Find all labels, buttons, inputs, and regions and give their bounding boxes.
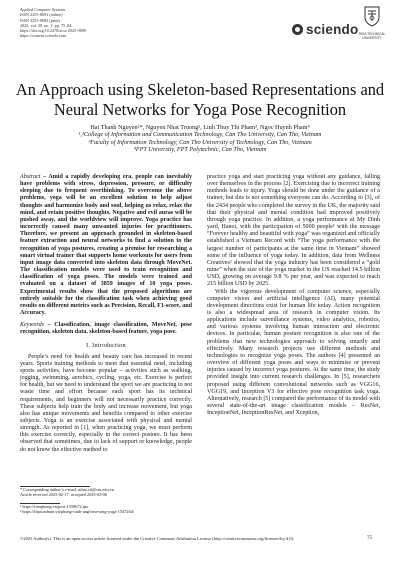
abstract-label: Abstract (20, 174, 41, 180)
keywords-label: Keywords (20, 322, 44, 329)
intro-paragraph: People’s need for health and beauty care has increased in recent years. Sports training methods to meet that essential need, including sports activities, have become popular – activities such as walking, jogging, swimming, aerobics, cycling, yoga, etc. Exercise is perfect for health, but we need to understand the sport we are practicing to not waste time and effort because each sport has its technical requirements, and beginners will not necessarily practice correctly. These subjects help train the body and increase movement, but yoga also has unique movements and benefits compared to other exercise subjects. Yoga is an exercise associated with physical and mental strength. As reported in [1], when practicing yoga, we must perform this exercise correctly, especially in the correct posture. It has been observed that sometimes, due to lack of support or knowledge, people do not know the effective method to (20, 353, 192, 453)
right-column (207, 174, 380, 417)
keywords (20, 322, 192, 336)
journal-url[interactable]: https://content.sciendo.com (20, 33, 67, 39)
paper-title: An Approach using Skeleton-based Representations and Neural Networks for Yoga Pose Recognition (15, 80, 385, 119)
affiliation-1: ¹,²College of Information and Communication Technology, Can Tho University, Can Tho, Vietnam (78, 131, 322, 139)
university-name: RIGA TECHNICAL UNIVERSITY (358, 32, 386, 40)
sciendo-logo (292, 22, 358, 37)
corresponding-author: * Corresponding author’s e-mail: nthai.cit@ctu.edu.vn (20, 487, 114, 492)
university-logo (357, 5, 387, 41)
issn-online: ISSN 2255-8691 (online) (20, 12, 63, 18)
page-number: 75 (367, 536, 372, 541)
volume-info: 2025, vol. 30, no. 1, pp. 75–84 (20, 22, 72, 28)
body-paragraph-2: With the vigorous development of computer science, especially computer vision and artificial intelligence (AI), many potential development directions exist for human life today. Action recognition is also a widespread area of research in computer vision. Its applications include surveillance systems, video analytics, robotics, and various systems involving human interaction and electronic devices. In particular, human posture recognition is also one of the problems that new technologies approach to solving smartly and effectively. Many research projects use different methods and technologies to recognize yoga poses. The authors [4] presented an overview of different yoga poses and ways to minimise or prevent injuries caused by incorrect yoga postures. At the same time, the study provided insight into current research challenges. In [5], researchers proposed using different convolutional networks such as VGG16, VGG19, and Inception V3 for effective pose recognition task yoga. Alternatively, research [5] compared the performance of its model with several state-of-the-art image classification models – ResNet, InceptionNet, InceptionResNet, and Xception, (207, 288, 380, 417)
abstract-text: – Amid a rapidly developing era, people can inevitably have problems with stress, depression, pressure, or difficulty sleeping due to frequent overthinking. To overcome the above problems, yoga will be an excellent solution to help adjust thoughts and harmonize body and soul, helping us relax, relax the mind, and retain positive thoughts. Negative and evil auras will be pushed away, and the worldview will improve. Yoga practice has incorrectly caused many unwanted injuries for practitioners. Therefore, we present an approach grounded in skeleton-based feature extraction and neural networks to find a solution to the recognition of yoga postures, creating a premise for researching a smart virtual trainer that supports home workouts for users from input image data converted into skeleton data through MoveNet. The classification models were used to train recognition and classification of yoga poses. The models were trained and evaluated on a dataset of 3859 images of 10 yoga poses. Experimental results show that the proposed algorithms are entirely suitable for the classification task when achieving good results on different metrics such as Precision, Recall, F1-score, and Accuracy. (20, 174, 192, 316)
keywords-text: – Classification, image classification, MoveNet, pose recognition, skeleton data, skeleton-based feature, yoga pose. (20, 322, 192, 336)
section-heading-introduction: I. Introduction (86, 343, 126, 350)
doi-link[interactable]: https://doi.org/10.2478/acss-2025-0009 (20, 28, 86, 34)
author-block (10, 124, 390, 153)
affiliation-3: ⁴FPT University, FPT Polytechnic, Can Tho, Vietnam (133, 145, 267, 153)
footnote-2[interactable]: ² https://thpsoadmin.vn/phong-canh-ung/tieu-vang-yoga-1547264/ (20, 509, 134, 515)
abstract (20, 174, 192, 317)
sciendo-wordmark: sciendo (306, 22, 359, 37)
author-list: Hai Thanh Nguyen¹*, Nguyen Nhat Truong², Linh Thuy Thi Pham³, Ngoc Huynh Pham⁴ (90, 124, 310, 131)
journal-name: Applied Computer Systems (20, 7, 66, 12)
rtu-emblem-icon (361, 5, 383, 27)
issn-print: ISSN 2255-8683 (print) (20, 17, 61, 23)
sciendo-mark-icon (292, 24, 303, 35)
footnote-1[interactable]: ¹ https://tienphong.vn/post-1559672.tpo (20, 503, 89, 509)
left-column (20, 174, 192, 454)
body-paragraph-1: practice yoga and start practicing yoga without any guidance, falling over themselves in the process [2]. Exercising due to incorrect training methods leads to injury. Yoga should be done under the guidance of a trainer, but this is not something everyone can do. According to [3], of the 2434 people who completed the survey in the UK, the majority said that their physical and mental condition had improved positively through yoga practice. In addition, a yoga performance at My Dinh yard, Hanoi, with the participation of 5000 people¹ with the message “Forever healthy and beautiful with yoga” was organized and officially established a Vietnam Record with “The yoga performance with the largest number of participants at the same time in Vietnam” showed some of the influence of yoga today. In addition, data from Wellness Creatives² showed that the yoga industry has been considered a “gold mine” when the size of the yoga market in the US reached 14.5 billion USD, growing on average 9.8 % per year, and was expected to reach 215 billion USD by 2025. (207, 174, 380, 288)
license-notice: ©2025 Author(s). This is an open access article licensed under the Creative Commons Attribution License (http://creativecommons.org/licenses/by/4.0). (20, 536, 295, 541)
footnotes (20, 483, 192, 515)
affiliation-2: ³Faculty of Information Technology, Can Tho University of Technology, Can Tho, Vietnam (88, 138, 312, 146)
article-dates: Article received 2025-02-17, accepted 2025-03-06 (20, 492, 107, 498)
journal-meta (20, 7, 86, 39)
